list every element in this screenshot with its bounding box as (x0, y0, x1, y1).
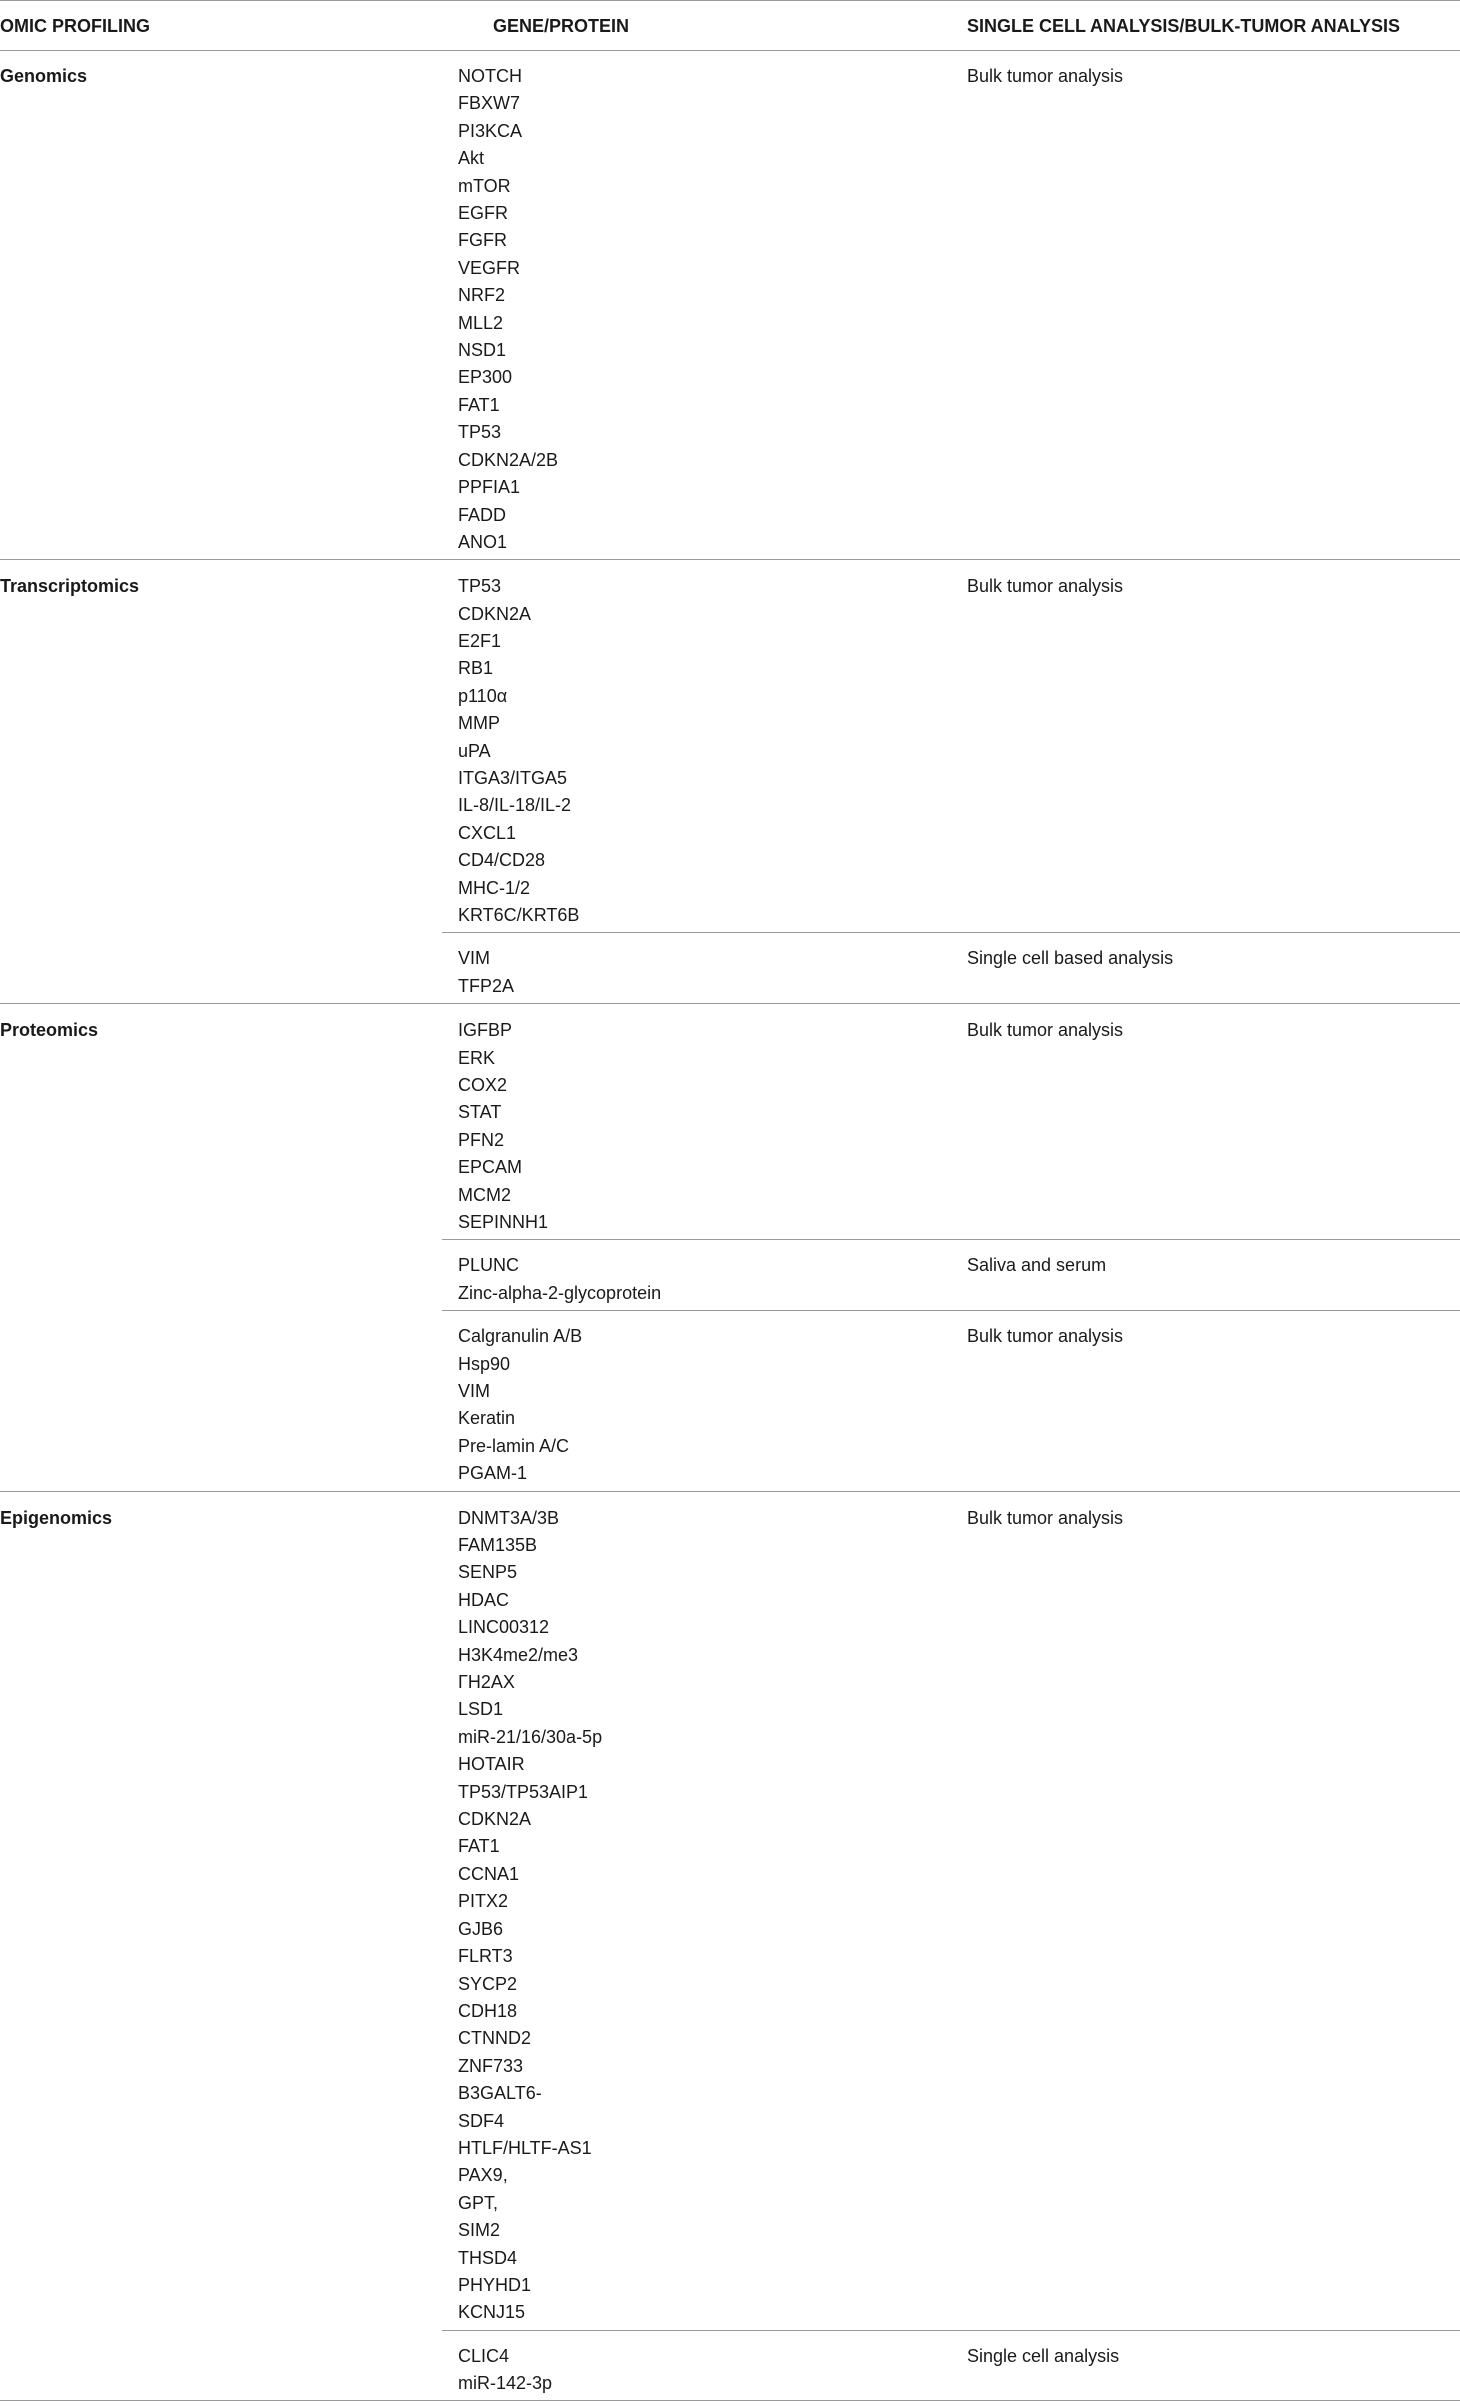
gene-item: Zinc-alpha-2-glycoprotein (458, 1282, 662, 1303)
group-divider (442, 932, 1460, 933)
gene-item: ZNF733 (458, 2055, 524, 2076)
gene-list (458, 1505, 602, 2327)
gene-item: SYCP2 (458, 1973, 518, 1994)
gene-item: CDKN2A/2B (458, 449, 559, 470)
gene-item: Calgranulin A/B (458, 1326, 583, 1347)
gene-item: SEPINNH1 (458, 1212, 549, 1233)
gene-item: PPFIA1 (458, 477, 521, 498)
gene-item: MHC-1/2 (458, 877, 531, 898)
gene-item: KRT6C/KRT6B (458, 905, 580, 926)
gene-group (0, 560, 1460, 932)
section-proteomics (0, 1004, 1460, 1491)
section-label: Proteomics (0, 1020, 99, 1041)
gene-item: PI3KCA (458, 120, 523, 141)
gene-item: miR-142-3p (458, 2373, 553, 2393)
gene-item: FADD (458, 504, 507, 525)
gene-item: TP53 (458, 576, 502, 597)
gene-item: COX2 (458, 1075, 508, 1095)
gene-item: PGAM-1 (458, 1463, 528, 1484)
gene-item: VIM (458, 1381, 491, 1401)
section-transcriptomics (0, 560, 1460, 1004)
gene-item: NRF2 (458, 285, 506, 306)
gene-item: IL-8/IL-18/IL-2 (458, 795, 572, 816)
table-header-row (0, 0, 1460, 51)
gene-item: ERK (458, 1047, 496, 1068)
gene-group (0, 1004, 1460, 1239)
gene-item: MCM2 (458, 1184, 511, 1205)
section-epigenomics (0, 1492, 1460, 2402)
gene-item: GPT, (458, 2192, 499, 2213)
gene-group (0, 932, 1460, 1003)
gene-item: Akt (458, 148, 485, 169)
gene-item: Pre-lamin A/C (458, 1435, 570, 1456)
gene-item: FAM135B (458, 1535, 538, 1555)
gene-item: B3GALT6- (458, 2083, 542, 2104)
gene-item: Hsp90 (458, 1353, 511, 1374)
gene-item: MMP (458, 713, 500, 734)
gene-item: TP53 (458, 422, 502, 443)
gene-item: EPCAM (458, 1157, 523, 1178)
analysis-type: Bulk tumor analysis (967, 1020, 1124, 1041)
gene-list (458, 2343, 552, 2398)
gene-item: miR-21/16/30a-5p (458, 1726, 603, 1747)
gene-group (0, 2330, 1460, 2401)
gene-item: LSD1 (458, 1699, 504, 1720)
gene-item: HTLF/HLTF-AS1 (458, 2137, 592, 2158)
gene-group (0, 1239, 1460, 1310)
header-gene-protein: GENE/PROTEIN (493, 16, 630, 36)
gene-item: VEGFR (458, 257, 521, 278)
gene-item: SIM2 (458, 2220, 501, 2241)
gene-list (458, 63, 558, 556)
gene-item: HDAC (458, 1589, 510, 1610)
gene-item: TP53/TP53AIP1 (458, 1781, 589, 1802)
gene-item: PLUNC (458, 1255, 520, 1276)
section-label: Transcriptomics (0, 576, 140, 597)
gene-item: CDKN2A (458, 603, 532, 624)
gene-item: CXCL1 (458, 822, 517, 843)
group-divider (442, 2330, 1460, 2331)
gene-item: FGFR (458, 230, 507, 251)
gene-group (0, 1492, 1460, 2330)
gene-item: CCNA1 (458, 1863, 520, 1884)
gene-item: LINC00312 (458, 1617, 550, 1638)
section-label: Epigenomics (0, 1507, 113, 1528)
gene-item: STAT (458, 1102, 502, 1123)
gene-item: PAX9, (458, 2165, 508, 2186)
analysis-type: Bulk tumor analysis (967, 1326, 1124, 1347)
gene-group (0, 50, 1460, 559)
gene-item: CTNND2 (458, 2028, 532, 2049)
gene-item: GJB6 (458, 1918, 504, 1939)
analysis-type: Single cell analysis (967, 2345, 1120, 2366)
gene-item: IGFBP (458, 1020, 513, 1041)
gene-item: FLRT3 (458, 1946, 513, 1967)
gene-item: H3K4me2/me3 (458, 1644, 579, 1665)
gene-item: Keratin (458, 1408, 516, 1429)
group-divider (442, 1310, 1460, 1311)
gene-item: FAT1 (458, 1836, 500, 1857)
analysis-type: Bulk tumor analysis (967, 1507, 1124, 1528)
gene-item: EP300 (458, 367, 513, 388)
gene-item: THSD4 (458, 2247, 518, 2268)
gene-list (458, 1017, 548, 1236)
gene-item: p110α (458, 685, 508, 706)
gene-item: uPA (458, 740, 491, 761)
header-analysis-type: SINGLE CELL ANALYSIS/BULK-TUMOR ANALYSIS (967, 16, 1401, 36)
gene-item: ΓH2AX (458, 1672, 515, 1693)
gene-item: CDKN2A (458, 1809, 532, 1830)
gene-list (458, 1252, 661, 1307)
analysis-type: Single cell based analysis (967, 948, 1174, 969)
gene-list (458, 573, 579, 929)
gene-item: MLL2 (458, 312, 504, 333)
gene-item: KCNJ15 (458, 2302, 526, 2323)
gene-item: PFN2 (458, 1129, 505, 1150)
gene-item: PHYHD1 (458, 2274, 532, 2295)
gene-item: DNMT3A/3B (458, 1507, 560, 1528)
gene-item: FAT1 (458, 394, 500, 415)
gene-item: ITGA3/ITGA5 (458, 768, 568, 789)
gene-item: PITX2 (458, 1891, 509, 1912)
gene-list (458, 1323, 582, 1487)
gene-item: EGFR (458, 203, 509, 224)
gene-item: FBXW7 (458, 93, 521, 114)
gene-item: HOTAIR (458, 1754, 525, 1775)
section-genomics (0, 50, 1460, 560)
gene-item: NOTCH (458, 66, 522, 86)
gene-item: E2F1 (458, 631, 502, 651)
gene-item: NSD1 (458, 340, 507, 361)
gene-item: VIM (458, 948, 491, 969)
gene-item: mTOR (458, 175, 511, 196)
group-divider (442, 1239, 1460, 1240)
gene-item: SDF4 (458, 2110, 505, 2131)
section-label: Genomics (0, 66, 88, 86)
gene-item: SENP5 (458, 1562, 518, 1583)
gene-group (0, 1310, 1460, 1490)
gene-list (458, 945, 514, 1000)
gene-item: TFP2A (458, 975, 515, 996)
gene-item: CDH18 (458, 2000, 518, 2021)
gene-item: CLIC4 (458, 2345, 510, 2366)
analysis-type: Bulk tumor analysis (967, 576, 1124, 597)
header-omic-profiling: OMIC PROFILING (0, 16, 150, 36)
gene-item: ANO1 (458, 531, 508, 552)
analysis-type: Saliva and serum (967, 1255, 1107, 1276)
gene-item: RB1 (458, 658, 494, 679)
analysis-type: Bulk tumor analysis (967, 66, 1124, 86)
gene-item: CD4/CD28 (458, 850, 546, 871)
